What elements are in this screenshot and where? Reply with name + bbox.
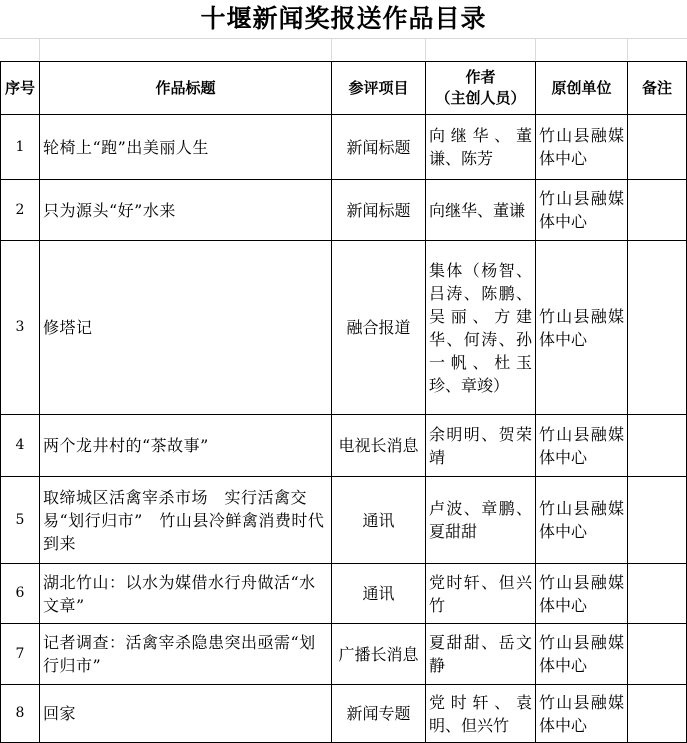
- row-title: 湖北竹山：以水为媒借水行舟做活“水文章”: [40, 564, 332, 624]
- table-row: [1, 685, 687, 743]
- row-title: 轮椅上“跑”出美丽人生: [40, 115, 332, 180]
- table-row: [1, 415, 687, 477]
- row-category: 融合报道: [332, 241, 426, 415]
- row-category: 电视长消息: [332, 415, 426, 477]
- row-category: 通讯: [332, 564, 426, 624]
- row-title: 只为源头“好”水来: [40, 180, 332, 241]
- row-title: 记者调查：活禽宰杀隐患突出亟需“划行归市”: [40, 624, 332, 685]
- row-category: 新闻专题: [332, 685, 426, 743]
- row-title: 取缔城区活禽宰杀市场 实行活禽交易“划行归市” 竹山县冷鲜禽消费时代到来: [40, 477, 332, 564]
- row-index: 2: [1, 180, 40, 241]
- header-author: [426, 62, 536, 115]
- row-unit: 竹山县融媒体中心: [536, 624, 628, 685]
- row-category: 新闻标题: [332, 115, 426, 180]
- row-remark: [628, 685, 687, 743]
- row-remark: [628, 477, 687, 564]
- row-category: 新闻标题: [332, 180, 426, 241]
- row-author: 党时轩、袁明、但兴竹: [426, 685, 536, 743]
- row-author: 卢波、章鹏、夏甜甜: [426, 477, 536, 564]
- empty-grid-row: [0, 38, 687, 60]
- row-index: 8: [1, 685, 40, 743]
- row-remark: [628, 180, 687, 241]
- document-title: 十堰新闻奖报送作品目录: [200, 4, 487, 33]
- header-remark: 备注: [628, 62, 687, 115]
- row-unit: 竹山县融媒体中心: [536, 180, 628, 241]
- row-unit: 竹山县融媒体中心: [536, 115, 628, 180]
- table-row: [1, 477, 687, 564]
- row-category: 通讯: [332, 477, 426, 564]
- table-row: [1, 564, 687, 624]
- table-row: [1, 241, 687, 415]
- row-remark: [628, 241, 687, 415]
- row-title: 两个龙井村的“茶故事”: [40, 415, 332, 477]
- row-unit: 竹山县融媒体中心: [536, 241, 628, 415]
- header-index: 序号: [1, 62, 40, 115]
- row-author: 夏甜甜、岳文静: [426, 624, 536, 685]
- row-index: 1: [1, 115, 40, 180]
- row-remark: [628, 564, 687, 624]
- row-remark: [628, 115, 687, 180]
- table-row: [1, 624, 687, 685]
- header-title: 作品标题: [40, 62, 332, 115]
- header-row: [1, 62, 687, 115]
- header-author-line2: （主创人员）: [435, 89, 526, 107]
- row-remark: [628, 415, 687, 477]
- table-row: [1, 180, 687, 241]
- works-table: [0, 61, 687, 743]
- row-title: 回家: [40, 685, 332, 743]
- header-unit: 原创单位: [536, 62, 628, 115]
- row-unit: 竹山县融媒体中心: [536, 685, 628, 743]
- row-author: 余明明、贺荣靖: [426, 415, 536, 477]
- row-author: 党时轩、但兴竹: [426, 564, 536, 624]
- row-unit: 竹山县融媒体中心: [536, 564, 628, 624]
- row-author: 向继华、董谦: [426, 180, 536, 241]
- header-category: 参评项目: [332, 62, 426, 115]
- row-category: 广播长消息: [332, 624, 426, 685]
- row-remark: [628, 624, 687, 685]
- row-index: 4: [1, 415, 40, 477]
- row-unit: 竹山县融媒体中心: [536, 477, 628, 564]
- row-author: 向继华、董谦、陈芳: [426, 115, 536, 180]
- row-unit: 竹山县融媒体中心: [536, 415, 628, 477]
- row-index: 7: [1, 624, 40, 685]
- table-row: [1, 115, 687, 180]
- row-index: 3: [1, 241, 40, 415]
- header-author-line1: 作者: [465, 68, 496, 86]
- row-index: 6: [1, 564, 40, 624]
- row-index: 5: [1, 477, 40, 564]
- row-author: 集体（杨智、吕涛、陈鹏、吴丽、方建华、何涛、孙一帆、杜玉珍、章竣）: [426, 241, 536, 415]
- row-title: 修塔记: [40, 241, 332, 415]
